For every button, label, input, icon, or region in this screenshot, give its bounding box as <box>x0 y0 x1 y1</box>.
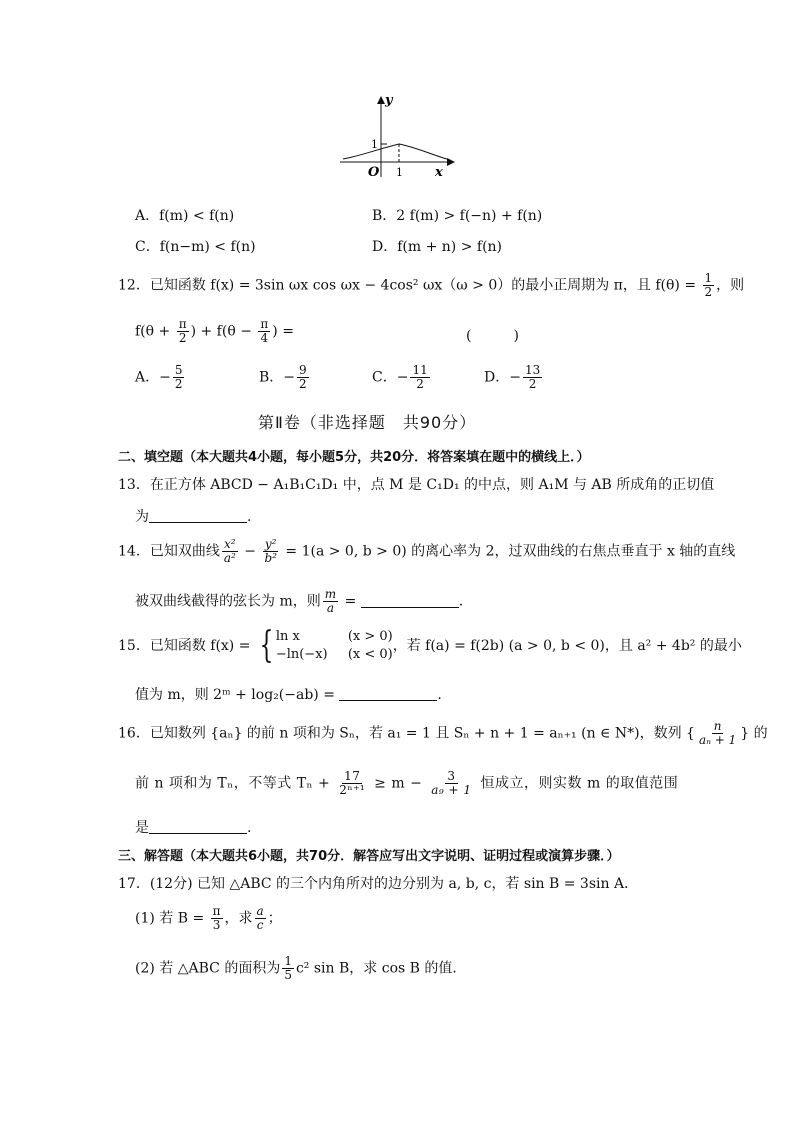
frac-num: x² <box>224 537 236 551</box>
curve <box>343 144 450 160</box>
case-1 <box>276 628 393 646</box>
frac-num: 1 <box>704 271 713 285</box>
frac-den: 3 <box>212 918 221 932</box>
option-frac <box>173 364 185 391</box>
period: . <box>247 820 252 836</box>
q12-answer-paren: ( ) <box>466 328 519 344</box>
frac-den: 5 <box>284 968 292 982</box>
frac-den: 2 <box>174 377 183 391</box>
frac-num: n <box>713 719 722 733</box>
y-tick-label: 1 <box>371 138 378 151</box>
option-frac <box>297 364 309 391</box>
option-label: A．− <box>135 369 171 386</box>
q16-line3 <box>135 817 251 837</box>
frac-den: 2 <box>178 331 187 345</box>
q12-expr-part2: ) + f(θ − <box>190 323 257 340</box>
section-2-title: 第Ⅱ卷（非选择题 共90分） <box>258 413 477 432</box>
frac-num: 17 <box>344 769 361 783</box>
pi-over-2 <box>177 318 189 345</box>
period: . <box>458 593 464 610</box>
x-tick-label: 1 <box>396 166 403 179</box>
q13-prefix: 为 <box>135 509 149 525</box>
frac-num: y² <box>264 537 277 551</box>
option-frac <box>523 364 542 391</box>
x2-over-a2 <box>222 538 238 565</box>
q12-stem-part1: 12．已知函数 f(x) = 3sin ωx cos ωx − 4cos² ωx（ω > 0）的最小正周期为 π，且 f(θ) = <box>118 277 701 294</box>
frac-num: 13 <box>524 363 541 377</box>
frac-num: 9 <box>299 363 307 377</box>
part-3-heading: 三、解答题（本大题共6小题，共70分．解答应写出文字说明、证明过程或演算步骤．） <box>118 849 620 864</box>
q17-line1: 17．(12分) 已知 △ABC 的三个内角所对的边分别为 a, b, c，若 sin B = 3sin A． <box>118 876 639 892</box>
frac-den: 2ⁿ⁺¹ <box>339 783 366 797</box>
frac-den: a <box>326 601 334 615</box>
q14-line2-part1: 被双曲线截得的弦长为 m，则 <box>135 593 321 610</box>
q16-part1: 16．已知数列 {aₙ} 的前 n 项和为 Sₙ，若 a₁ = 1 且 Sₙ + n + 1 = aₙ₊₁ (n ∈ N*)，数列 { <box>118 725 695 742</box>
piecewise <box>255 625 393 666</box>
q17-sub2 <box>135 955 466 982</box>
x-axis-label: x <box>435 165 443 180</box>
three-over-a9 <box>429 770 473 797</box>
frac-den: a² <box>223 551 236 565</box>
frac-num: 5 <box>174 363 183 377</box>
n-over-an1 <box>697 720 738 747</box>
pi-over-4 <box>258 318 270 345</box>
pi-over-3 <box>211 905 223 932</box>
y2-over-b2 <box>262 538 279 565</box>
q11-option-c: C．f(n−m) < f(n) <box>135 239 256 255</box>
case-1-cond: (x > 0) <box>347 629 393 644</box>
frac-den: b² <box>264 551 277 565</box>
q17-sub1 <box>135 905 282 932</box>
q12-stem-part2: ，则 <box>716 277 745 294</box>
answer-blank[interactable] <box>149 508 247 523</box>
equals: = <box>340 593 361 610</box>
option-label: C．− <box>372 369 409 386</box>
frac-den: a₉ + 1 <box>431 783 472 797</box>
period: . <box>247 509 252 525</box>
answer-blank[interactable] <box>339 686 437 701</box>
q16-line3-text: 是 <box>135 820 149 836</box>
q15-line2 <box>135 684 442 704</box>
frac-num: 3 <box>447 769 456 783</box>
q17-sub1-part1: (1) 若 B = <box>135 910 209 927</box>
q12-half-frac <box>703 272 715 299</box>
option-frac <box>410 364 429 391</box>
q15-line2-text: 值为 m，则 2ᵐ + log₂(−ab) = <box>135 687 340 703</box>
option-label: B．− <box>259 369 296 386</box>
frac-num: 1 <box>284 954 292 968</box>
q16-part2: } 的 <box>740 725 768 742</box>
frac-num: 11 <box>412 363 428 377</box>
q14-line2 <box>135 588 463 615</box>
q14-part3: = 1(a > 0, b > 0) 的离心率为 2，过双曲线的右焦点垂直于 x 轴的直线 <box>280 543 736 560</box>
q12-expr-part1: f(θ + <box>135 323 175 340</box>
origin-label: O <box>368 165 380 180</box>
q16-line2-part2: ≥ m − <box>369 775 428 792</box>
a-over-c <box>255 905 266 932</box>
q17-sub2-part1: (2) 若 △ABC 的面积为 <box>135 960 281 977</box>
q15-part2: ，若 f(a) = f(2b) (a > 0, b < 0)，且 a² + 4b² 的最小 <box>392 638 742 654</box>
frac-den: c <box>256 918 264 932</box>
q13-line1: 13．在正方体 ABCD − A₁B₁C₁D₁ 中，点 M 是 C₁D₁ 的中点，则 A₁M 与 AB 所成角的正切值 <box>118 477 715 493</box>
seventeen-over-pow <box>337 770 367 797</box>
frac-den: 2 <box>416 377 424 391</box>
q11-option-b: B．2 f(m) > f(−n) + f(n) <box>372 208 543 224</box>
q14-line1 <box>118 538 735 565</box>
q15-line1 <box>118 625 742 666</box>
y-axis-label: y <box>385 93 393 108</box>
case-2-expr: −ln(−x) <box>275 647 328 662</box>
q15-part1: 15．已知函数 f(x) = <box>118 638 255 654</box>
answer-blank[interactable] <box>149 819 247 834</box>
q16-line1 <box>118 720 768 747</box>
part-2-heading: 二、填空题（本大题共4小题，每小题5分，共20分．将答案填在题中的横线上．） <box>118 450 590 465</box>
frac-num: π <box>212 904 221 918</box>
frac-den: aₙ + 1 <box>698 733 737 747</box>
q17-sub2-part2: c² sin B，求 cos B 的值． <box>295 960 467 977</box>
m-over-a <box>323 588 338 615</box>
q12-expression <box>135 318 294 345</box>
q11-option-a: A．f(m) < f(n) <box>135 208 235 224</box>
q13-line2 <box>135 506 251 526</box>
case-2 <box>276 646 393 664</box>
case-1-expr: ln x <box>275 629 300 644</box>
period: . <box>437 687 442 703</box>
q12-option-d <box>484 364 544 391</box>
q12-stem <box>118 272 744 299</box>
brace: { <box>259 625 274 666</box>
minus: − <box>239 543 261 560</box>
frac-den: 4 <box>260 331 269 345</box>
function-graph <box>335 92 460 182</box>
frac-num: a <box>256 904 264 918</box>
answer-blank[interactable] <box>361 593 459 608</box>
case-2-cond: (x < 0) <box>347 647 393 662</box>
q16-line2-part3: 恒成立，则实数 m 的取值范围 <box>475 775 679 792</box>
q16-line2-part1: 前 n 项和为 Tₙ，不等式 Tₙ + <box>135 775 336 792</box>
frac-num: π <box>178 317 187 331</box>
q12-option-a <box>135 364 186 391</box>
cases <box>276 628 393 664</box>
frac-num: π <box>260 317 269 331</box>
frac-den: 2 <box>528 377 537 391</box>
q12-option-c <box>372 364 432 391</box>
one-over-five <box>282 955 294 982</box>
option-label: D．− <box>484 369 521 386</box>
q11-option-d: D．f(m + n) > f(n) <box>372 239 503 255</box>
q12-expr-part3: ) = <box>272 323 294 340</box>
frac-den: 2 <box>704 285 713 299</box>
q17-sub1-part3: ； <box>267 910 282 927</box>
q14-part1: 14．已知双曲线 <box>118 543 220 560</box>
frac-num: m <box>324 587 337 601</box>
q12-option-b <box>259 364 311 391</box>
q16-line2 <box>135 770 678 797</box>
q17-sub1-part2: ，求 <box>224 910 253 927</box>
frac-den: 2 <box>299 377 307 391</box>
